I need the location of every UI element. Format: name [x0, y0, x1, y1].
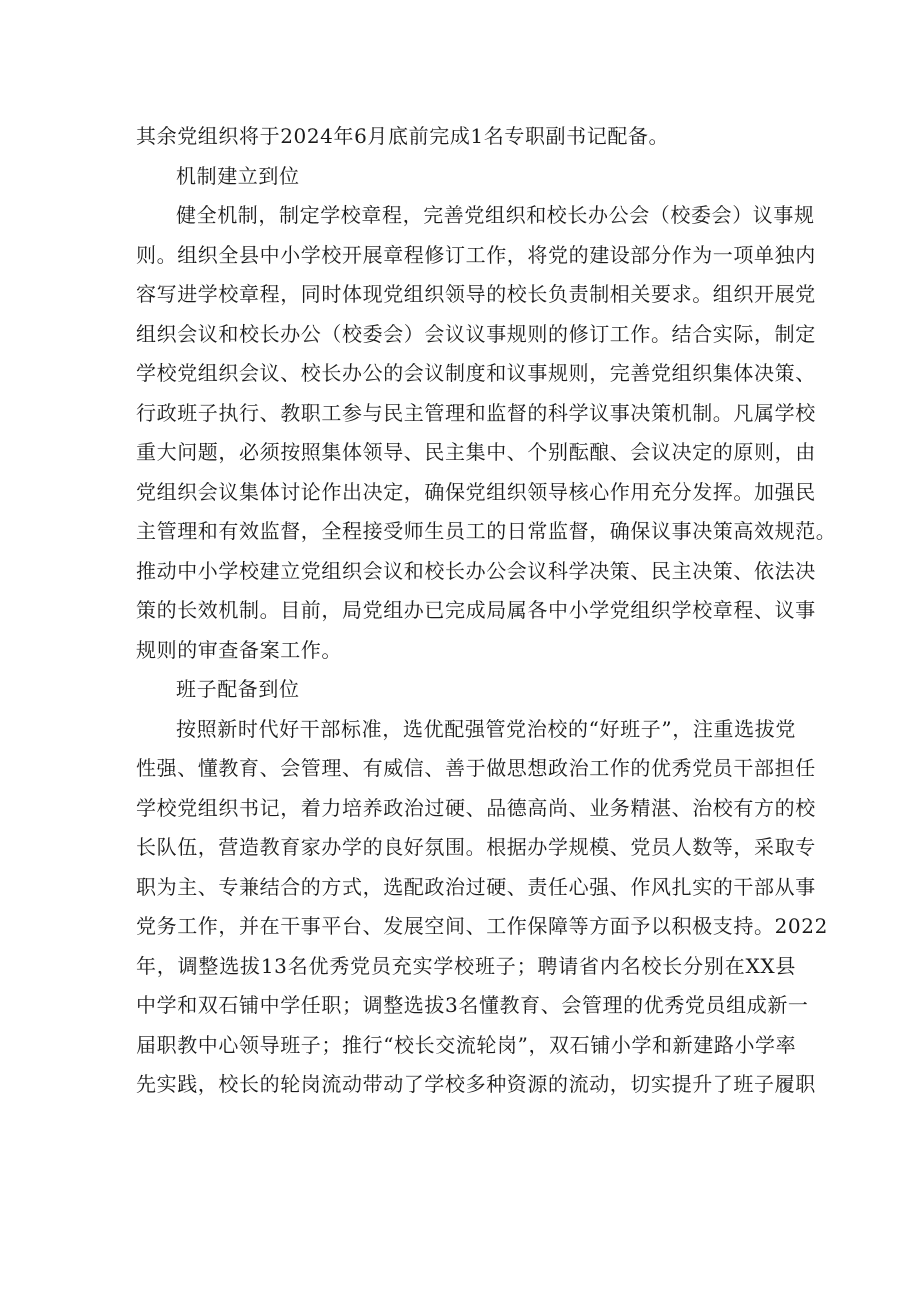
- paragraph-line: 长队伍，营造教育家办学的良好氛围。根据办学规模、党员人数等，采取专: [136, 835, 816, 859]
- paragraph-line: 先实践，校长的轮岗流动带动了学校多种资源的流动，切实提升了班子履职: [136, 1072, 816, 1096]
- section-heading: 机制建立到位: [176, 163, 300, 188]
- paragraph-line: 组织会议和校长办公（校委会）会议议事规则的修订工作。结合实际，制定: [136, 321, 816, 346]
- paragraph-line: 按照新时代好干部标准，选优配强管党治校的“好班子”，注重选拔党: [176, 716, 796, 741]
- paragraph-line: 其余党组织将于2024年6月底前完成1名专职副书记配备。: [136, 124, 670, 148]
- paragraph-line: 学校党组织会议、校长办公的会议制度和议事规则，完善党组织集体决策、: [136, 361, 816, 385]
- paragraph-line: 年，调整选拔13名优秀党员充实学校班子；聘请省内名校长分别在XX县: [136, 953, 796, 978]
- paragraph-line: 重大问题，必须按照集体领导、民主集中、个别酝酿、会议决定的原则，由: [136, 440, 816, 464]
- paragraph-line: 职为主、专兼结合的方式，选配政治过硬、责任心强、作风扎实的干部从事: [136, 874, 816, 899]
- paragraph-line: 学校党组织书记，着力培养政治过硬、品德高尚、业务精湛、治校有方的校: [136, 795, 816, 820]
- paragraph-line: 推动中小学校建立党组织会议和校长办公会议科学决策、民主决策、依法决: [136, 558, 816, 583]
- paragraph-line: 容写进学校章程，同时体现党组织领导的校长负责制相关要求。组织开展党: [136, 282, 816, 306]
- paragraph-line: 健全机制，制定学校章程，完善党组织和校长办公会（校委会）议事规: [176, 203, 815, 227]
- paragraph-line: 中学和双石铺中学任职；调整选拔3名懂教育、会管理的优秀党员组成新一: [136, 993, 809, 1017]
- paragraph-line: 行政班子执行、教职工参与民主管理和监督的科学议事决策机制。凡属学校: [136, 400, 816, 425]
- paragraph-line: 党务工作，并在干事平台、发展空间、工作保障等方面予以积极支持。2022: [136, 914, 828, 938]
- paragraph-line: 届职教中心领导班子；推行“校长交流轮岗”，双石铺小学和新建路小学率: [136, 1032, 797, 1057]
- paragraph-line: 主管理和有效监督，全程接受师生员工的日常监督，确保议事决策高效规范。: [136, 519, 837, 543]
- paragraph-line: 党组织会议集体讨论作出决定，确保党组织领导核心作用充分发挥。加强民: [136, 479, 816, 504]
- paragraph-line: 性强、懂教育、会管理、有威信、善于做思想政治工作的优秀党员干部担任: [136, 756, 816, 780]
- section-heading: 班子配备到位: [176, 677, 300, 701]
- paragraph-line: 则。组织全县中小学校开展章程修订工作，将党的建设部分作为一项单独内: [136, 242, 816, 267]
- paragraph-line: 策的长效机制。目前，局党组办已完成局属各中小学党组织学校章程、议事: [136, 598, 816, 622]
- document-page: [136, 117, 837, 1105]
- paragraph-line: 规则的审查备案工作。: [136, 637, 342, 662]
